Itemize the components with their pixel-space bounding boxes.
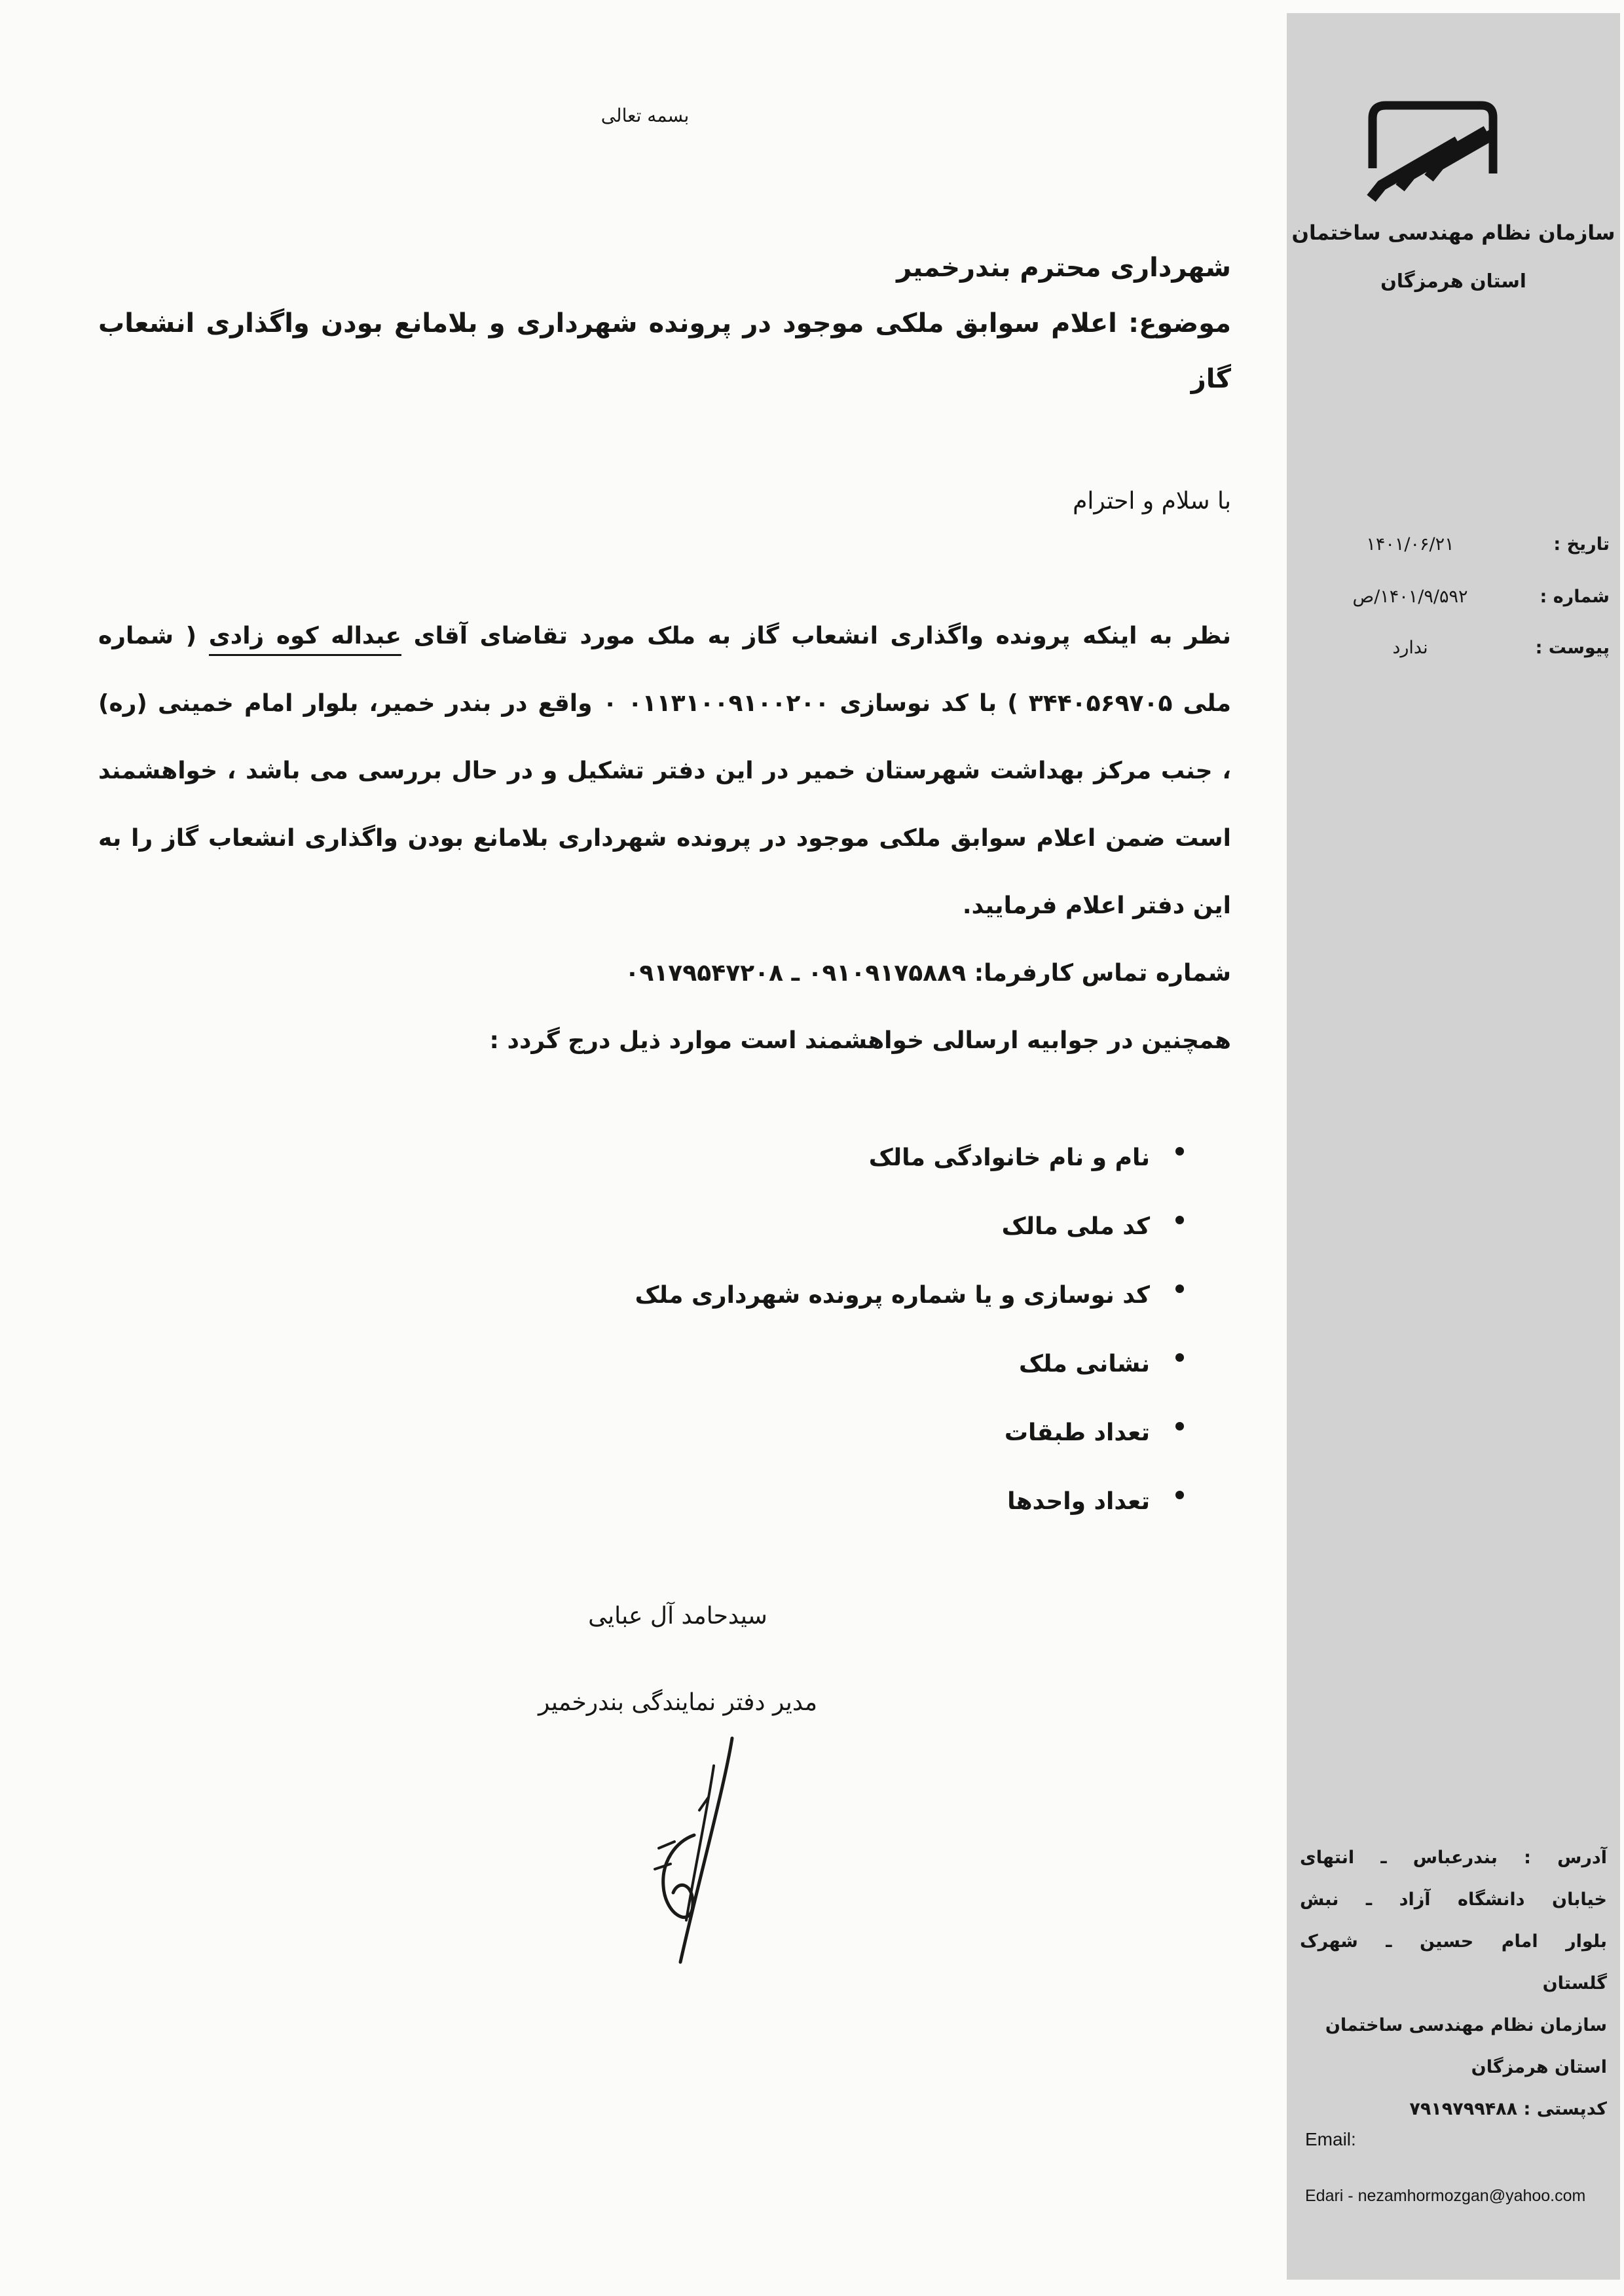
address-line: استان هرمزگان: [1471, 2057, 1607, 2077]
list-item-label: تعداد واحدها: [1007, 1488, 1150, 1515]
signer-title: مدیر دفتر نمایندگی بندرخمیر: [538, 1689, 818, 1716]
list-item: [458, 1278, 1184, 1347]
besmele-header: بسمه تعالی: [600, 105, 690, 126]
list-item-label: تعداد طبقات: [1004, 1419, 1150, 1446]
body-line-1-pre: نظر به اینکه پرونده واگذاری انشعاب گاز به ملک مورد تقاضای آقای: [401, 623, 1231, 649]
subject-line-1: موضوع: اعلام سوابق ملکی موجود در پرونده شهرداری و بلامانع بودن واگذاری انشعاب: [98, 308, 1231, 338]
org-name-line: سازمان نظام مهندسی ساختمان: [1291, 221, 1615, 245]
body-line-2: ملی ۳۴۴۰۵۶۹۷۰۵ ) با کد نوسازی ۰۱۱۳۱۰۰۹۱۰۰۲۰۰ ۰ واقع در بندر خمیر، بلوار امام خمینی (ره): [98, 690, 1231, 717]
address-line: گلستان: [1542, 1973, 1607, 1994]
signer-name: سیدحامد آل عبایی: [588, 1603, 767, 1630]
list-item: [458, 1484, 1184, 1553]
recipient-line: شهرداری محترم بندرخمیر: [896, 253, 1231, 283]
address-line: بلوار امام حسین ـ شهرک: [1300, 1931, 1607, 1952]
bullet-icon: [1175, 1285, 1184, 1293]
body-line-3: ، جنب مرکز بهداشت شهرستان خمیر در این دفتر تشکیل و در حال بررسی می باشد ، خواهشمند: [98, 757, 1231, 784]
body-line-1: [98, 619, 1231, 654]
body-line-7: همچنین در جوابیه ارسالی خواهشمند است موارد ذیل درج گردد :: [489, 1027, 1231, 1054]
number-label: شماره :: [1540, 586, 1610, 607]
list-item: [458, 1140, 1184, 1209]
address-line: آدرس : بندرعباس ـ انتهای: [1300, 1848, 1607, 1868]
owner-name-underlined: عبداله کوه زادی: [209, 623, 401, 656]
bullet-icon: [1175, 1216, 1184, 1224]
salutation-line: با سلام و احترام: [1073, 488, 1231, 515]
handwritten-signature-icon: [616, 1732, 766, 1967]
meta-row-attachment: [1297, 629, 1610, 666]
list-item-label: نشانی ملک: [1019, 1351, 1150, 1377]
bullet-icon: [1175, 1491, 1184, 1499]
letterhead-sidebar: [1287, 13, 1620, 2280]
attachment-value: ندارد: [1392, 637, 1428, 658]
list-item: [458, 1347, 1184, 1415]
address-line: خیابان دانشگاه آزاد ـ نبش: [1300, 1889, 1607, 1910]
list-item-label: کد نوسازی و یا شماره پرونده شهرداری ملک: [635, 1282, 1150, 1309]
required-items-list: [458, 1140, 1184, 1553]
body-line-5: این دفتر اعلام فرمایید.: [962, 892, 1231, 919]
address-line: سازمان نظام مهندسی ساختمان: [1325, 2015, 1607, 2035]
list-item-label: کد ملی مالک: [1001, 1213, 1150, 1240]
employer-phone-line: شماره تماس کارفرما: ۰۹۱۰۹۱۷۵۸۸۹ ـ ۰۹۱۷۹۵۴۷۲۰۸: [625, 960, 1231, 987]
postal-code-line: کدپستی : ۷۹۱۹۷۹۹۴۸۸: [1409, 2099, 1607, 2119]
list-item: [458, 1209, 1184, 1278]
org-province-line: استان هرمزگان: [1380, 270, 1526, 292]
list-item: [458, 1415, 1184, 1484]
bullet-icon: [1175, 1353, 1184, 1362]
bullet-icon: [1175, 1422, 1184, 1430]
email-label: Email:: [1305, 2129, 1356, 2149]
organization-logo-icon: [1361, 95, 1500, 208]
body-line-4: است ضمن اعلام سوابق ملکی موجود در پرونده شهرداری بلامانع بودن واگذاری انشعاب گاز را به: [98, 825, 1231, 852]
subject-line-2: گاز: [1190, 364, 1231, 394]
date-value: ۱۴۰۱/۰۶/۲۱: [1366, 534, 1454, 555]
list-item-label: نام و نام خانوادگی مالک: [868, 1144, 1150, 1171]
bullet-icon: [1175, 1147, 1184, 1156]
meta-row-date: [1297, 525, 1610, 563]
email-address: Edari - nezamhormozgan@yahoo.com: [1305, 2187, 1586, 2205]
org-address-block: [1300, 1837, 1607, 2130]
attachment-label: پیوست :: [1535, 637, 1610, 658]
body-line-1-post: ( شماره: [98, 623, 209, 649]
date-label: تاریخ :: [1553, 534, 1610, 555]
number-value: ۱۴۰۱/۹/۵۹۲/ص: [1352, 586, 1468, 607]
meta-row-number: [1297, 577, 1610, 615]
